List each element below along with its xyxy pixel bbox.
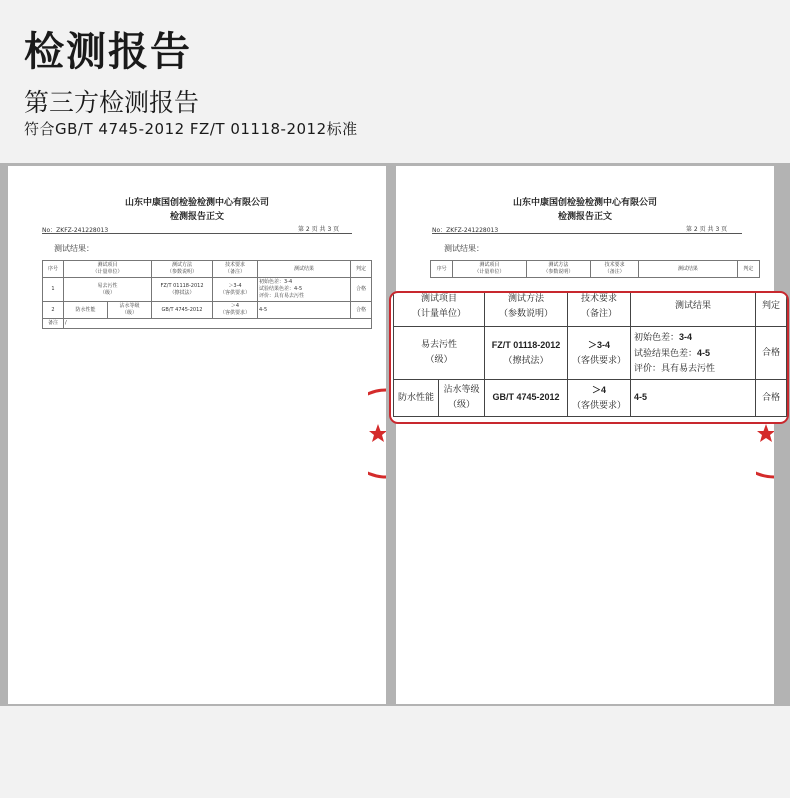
table-header: 技术要求 （备注） <box>591 261 639 278</box>
zoom-header-result: 测试结果 <box>631 291 756 327</box>
table-cell: 防水性能 <box>64 302 108 319</box>
zoom-row2-verdict: 合格 <box>756 380 787 417</box>
table-header: 技术要求 （备注） <box>213 261 258 278</box>
zoom-row2-requirement: ＞4 （客供要求） <box>568 380 631 417</box>
table-header: 测试结果 <box>638 261 737 278</box>
table-header: 序号 <box>431 261 453 278</box>
table-cell: 合格 <box>351 278 372 302</box>
report-rule <box>432 233 742 234</box>
zoom-header-row <box>394 291 787 327</box>
table-header: 判定 <box>737 261 759 278</box>
report-org: 山东中康国创检验检测中心有限公司 <box>512 198 657 208</box>
table-header-row <box>43 261 372 278</box>
table-cell: 合格 <box>351 302 372 319</box>
page-subtitle: 第三方检测报告 <box>24 88 200 117</box>
report-doc-title: 检测报告正文 <box>557 212 612 222</box>
zoom-header-item: 测试项目 （计量单位） <box>394 291 485 327</box>
page-title: 检测报告 <box>24 29 192 75</box>
zoom-header-method: 测试方法 （参数说明） <box>485 291 568 327</box>
table-header-row <box>431 261 760 278</box>
report-org: 山东中康国创检验检测中心有限公司 <box>124 198 269 208</box>
table-row <box>43 302 372 319</box>
zoom-row1-result: 初始色差：3-4 试验结果色差：4-5 评价：具有易去污性 <box>631 327 756 380</box>
table-cell: 沾水等级 （级） <box>108 302 152 319</box>
report-page-right <box>396 166 774 704</box>
table-row <box>43 319 372 329</box>
table-row <box>394 380 787 417</box>
table-cell: 4-5 <box>258 302 351 319</box>
zoom-row1-item: 易去污性 （级） <box>394 327 485 380</box>
table-header: 测试项目 （计量单位） <box>453 261 526 278</box>
table-cell: ＞3-4 （客供要求） <box>213 278 258 302</box>
table-cell: 初始色差：3-4 试验结果色差：4-5 评价：具有易去污性 <box>258 278 351 302</box>
table-header: 测试方法 （参数说明） <box>526 261 591 278</box>
zoom-row2-result: 4-5 <box>631 380 756 417</box>
zoom-header-requirement: 技术要求 （备注） <box>568 291 631 327</box>
table-row <box>394 327 787 380</box>
table-header: 测试结果 <box>258 261 351 278</box>
results-table-mini <box>42 260 372 329</box>
table-cell: 易去污性 （级） <box>64 278 152 302</box>
zoom-header-verdict: 判定 <box>756 291 787 327</box>
table-cell: 备注 <box>43 319 64 329</box>
table-header: 判定 <box>351 261 372 278</box>
report-rule <box>42 233 352 234</box>
zoom-row2-method: GB/T 4745-2012 <box>485 380 568 417</box>
results-table-mini <box>430 260 760 278</box>
table-cell: 1 <box>43 278 64 302</box>
report-page-number: 第 2 页 共 3 页 <box>686 226 728 233</box>
zoom-callout <box>389 291 789 424</box>
zoom-row1-requirement: ＞3-4 （客供要求） <box>568 327 631 380</box>
standard-line: 符合GB/T 4745-2012 FZ/T 01118-2012标准 <box>24 120 358 138</box>
report-number: No：ZKFZ-241228013 <box>42 227 109 234</box>
zoom-row1-verdict: 合格 <box>756 327 787 380</box>
table-header: 测试方法 （参数说明） <box>152 261 213 278</box>
report-number: No：ZKFZ-241228013 <box>432 227 499 234</box>
table-cell: GB/T 4745-2012 <box>152 302 213 319</box>
report-page-number: 第 2 页 共 3 页 <box>298 226 340 233</box>
table-cell: ＞4 （客供要求） <box>213 302 258 319</box>
footer-band <box>0 706 790 798</box>
stamp-partial <box>368 386 386 481</box>
table-row <box>43 278 372 302</box>
header-band <box>0 0 790 163</box>
zoom-row2-category: 防水性能 <box>394 380 439 417</box>
table-header: 测试项目 （计量单位） <box>64 261 152 278</box>
table-header: 序号 <box>43 261 64 278</box>
table-cell: FZ/T 01118-2012 （擦拭法） <box>152 278 213 302</box>
results-table-zoomed <box>393 291 787 417</box>
results-label: 测试结果： <box>444 244 484 253</box>
report-doc-title: 检测报告正文 <box>169 212 224 222</box>
report-page-left <box>8 166 386 704</box>
zoom-row1-method: FZ/T 01118-2012 （擦拭法） <box>485 327 568 380</box>
table-cell: 2 <box>43 302 64 319</box>
zoom-row2-item: 沾水等级 （级） <box>439 380 485 417</box>
table-cell: / <box>64 319 372 329</box>
results-label: 测试结果： <box>54 244 94 253</box>
